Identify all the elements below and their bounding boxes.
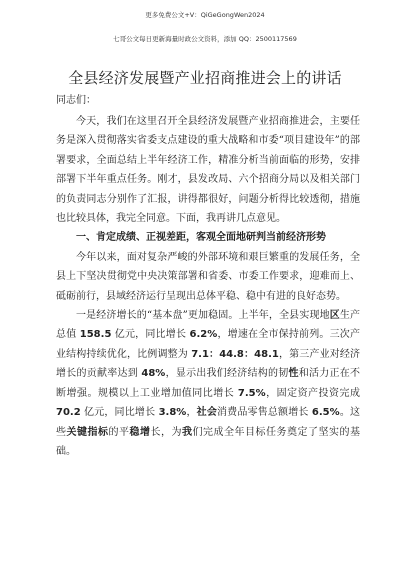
- text-run: 长，为: [150, 426, 182, 438]
- emphasized-text: 关键指标: [66, 426, 109, 438]
- emphasized-text: 区: [329, 310, 340, 322]
- emphasized-text: 性: [288, 368, 299, 380]
- text-run: 们完成全年目标任务奠定了坚实的基础。: [56, 426, 360, 457]
- text-run: ，固定资产投资完成: [265, 387, 360, 399]
- text-run: 和活力正在不断增强。规模以上工业增加值同比增长: [56, 368, 361, 399]
- text-run: 。这些: [56, 407, 360, 438]
- header-contact-line: 七哥公文每日更新海量时政公文资料，添加 QQ：2500117569: [113, 35, 297, 43]
- header-promo-line: 更多免费公文+V：QiGeGongWen2024: [145, 11, 265, 19]
- greeting: 同志们：: [56, 95, 96, 106]
- text-run: ，增速在全市保持前列。三次产业结构持续优化，比例调整为: [56, 329, 360, 360]
- document-body: [56, 112, 360, 461]
- emphasized-text: 70.2: [56, 407, 81, 419]
- emphasized-text: 我: [182, 426, 193, 438]
- text-run: 生产总值: [56, 310, 361, 341]
- emphasized-text: 158.5: [79, 329, 112, 341]
- emphasized-text: 稳增: [129, 426, 151, 438]
- text-run: 的平: [108, 426, 130, 438]
- text-run: ，第三产业对经济增长的贡献率达到: [56, 348, 360, 380]
- paragraph-growth: [56, 306, 360, 461]
- text-run: 亿元，同比增长: [80, 407, 159, 419]
- section-heading: 一、肯定成绩、正视差距，客观全面地研判当前经济形势: [76, 232, 326, 244]
- emphasized-text: 6.5%: [311, 407, 340, 419]
- emphasized-text: 3.8%: [158, 407, 187, 419]
- emphasized-text: 7.1：44.8：48.1: [191, 348, 279, 360]
- paragraph-situation: 今年以来，面对复杂严峻的外部环境和艰巨繁重的发展任务，全县上下坚决贯彻党中央决策部署和省委、市委工作要求，迎难而上、砥砺前行，县域经济运行呈现出总体平稳、稳中有进的良好态势。: [56, 251, 360, 302]
- text-run: 亿元，同比增长: [111, 329, 190, 341]
- text-run: 消费品零售总额增长: [217, 407, 312, 419]
- paragraph-intro: 今天，我们在这里召开全县经济发展暨产业招商推进会，主要任务是深入贯彻落实省委支点建设的重大战略和市委“项目建设年”的部署要求，全面总结上半年经济工作，精准分析当前面临的形势，安排部署下半年重点任务。刚才，县发改局、六个招商分局以及相关部门的负责同志分别作了汇报，讲得都很好，问题分析得比较透彻，措施也比较具体，我完全同意。下面，我再讲几点意见。: [56, 116, 360, 225]
- text-run: ，显示出我们经济结构的韧: [165, 368, 289, 380]
- document-title: 全县经济发展暨产业招商推进会上的讲话: [68, 69, 342, 87]
- text-run: ，: [186, 407, 197, 419]
- emphasized-text: 48%: [141, 368, 166, 380]
- emphasized-text: 7.5%: [237, 387, 266, 399]
- emphasized-text: 社会: [196, 407, 218, 419]
- emphasized-text: 6.2%: [189, 329, 218, 341]
- text-run: 一是经济增长的“基本盘”更加稳固。上半年，全县实现地: [76, 310, 330, 322]
